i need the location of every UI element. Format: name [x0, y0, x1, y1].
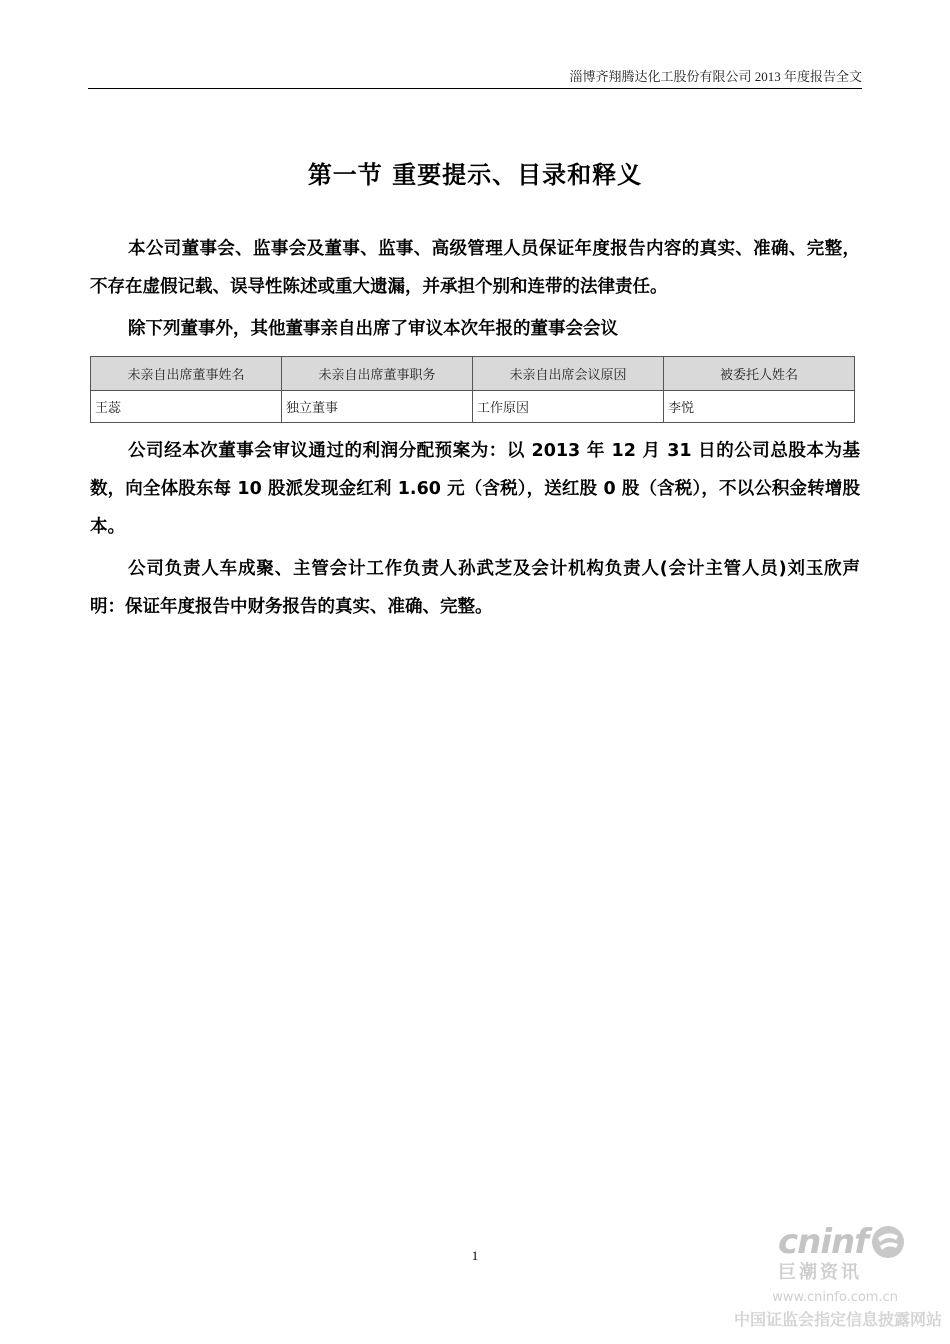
watermark-brand: cninf	[777, 1222, 868, 1262]
column-header-position: 未亲自出席董事职务	[282, 357, 473, 391]
table-header-row	[91, 357, 855, 391]
watermark-url: www.cninfo.com.cn	[772, 1290, 898, 1305]
absent-directors-table	[90, 356, 855, 423]
cell-absence-reason: 工作原因	[473, 391, 664, 423]
header-divider	[88, 88, 862, 89]
watermark-chinese-name: 巨潮资讯	[778, 1262, 862, 1283]
section-title: 第一节 重要提示、目录和释义	[307, 161, 643, 189]
cell-director-position: 独立董事	[282, 391, 473, 423]
watermark-slogan: 中国证监会指定信息披露网站	[733, 1310, 942, 1329]
responsibility-statement: 本公司董事会、监事会及董事、监事、高级管理人员保证年度报告内容的真实、准确、完整，不存在虚假记载、误导性陈述或重大遗漏，并承担个别和连带的法律责任。	[90, 239, 860, 297]
page-number: 1	[471, 1248, 479, 1263]
profit-distribution-plan: 公司经本次董事会审议通过的利润分配预案为：以 2013 年 12 月 31 日的公司总股本为基数，向全体股东每 10 股派发现金红利 1.60 元（含税），送红股 0 股（含税），不以公积金转增股本。	[90, 441, 860, 537]
column-header-proxy: 被委托人姓名	[664, 357, 855, 391]
cninfo-logo-icon	[870, 1224, 906, 1260]
table-row	[91, 391, 855, 423]
attendance-statement: 除下列董事外，其他董事亲自出席了审议本次年报的董事会会议	[128, 319, 618, 339]
cninfo-watermark	[727, 1222, 942, 1330]
column-header-reason: 未亲自出席会议原因	[473, 357, 664, 391]
report-header-title: 淄博齐翔腾达化工股份有限公司 2013 年度报告全文	[569, 69, 862, 84]
cell-director-name: 王蕊	[91, 391, 282, 423]
cell-proxy-name: 李悦	[664, 391, 855, 423]
financial-report-statement: 公司负责人车成聚、主管会计工作负责人孙武芝及会计机构负责人(会计主管人员)刘玉欣声明：保证年度报告中财务报告的真实、准确、完整。	[90, 559, 860, 617]
column-header-name: 未亲自出席董事姓名	[91, 357, 282, 391]
